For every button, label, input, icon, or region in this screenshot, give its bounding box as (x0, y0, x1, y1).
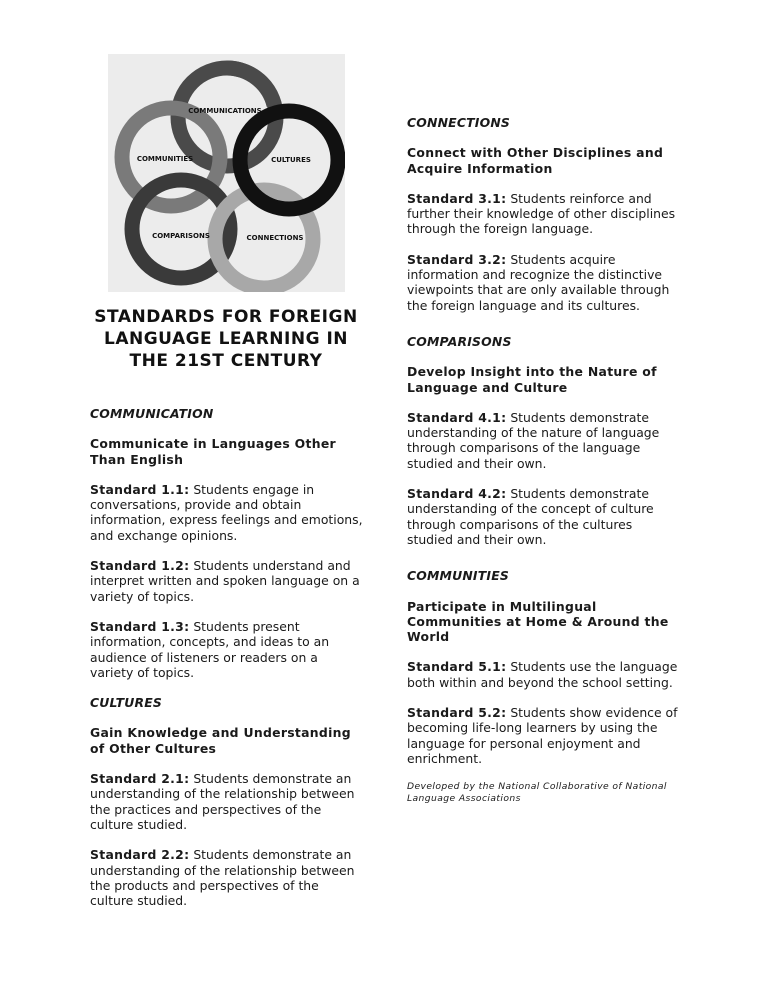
section-connections (407, 115, 679, 313)
standard-label: Standard 1.1: (90, 481, 190, 497)
standard-4-2 (407, 486, 679, 547)
credit-note: Developed by the National Collaborative of National Language Associations (407, 781, 667, 805)
standard-label: Standard 3.1: (407, 190, 507, 206)
standard-2-2 (90, 847, 365, 908)
label-cultures: CULTURES (271, 156, 311, 164)
standard-label: Standard 1.3: (90, 618, 190, 634)
five-rings-logo (108, 54, 345, 292)
standard-3-1 (407, 191, 679, 237)
standard-text: Students demonstrate understanding of the concept of culture through comparisons of the cultures studied and their own. (407, 486, 654, 547)
page-title: STANDARDS FOR FOREIGN LANGUAGE LEARNING IN THE 21ST CENTURY (94, 307, 358, 371)
standard-label: Standard 5.2: (407, 705, 507, 721)
standard-4-1 (407, 410, 679, 471)
standard-label: Standard 2.1: (90, 771, 190, 787)
standard-2-1 (90, 771, 365, 832)
section-comparisons (407, 334, 679, 547)
label-connections: CONNECTIONS (246, 234, 304, 242)
standard-label: Standard 4.2: (407, 486, 507, 502)
standard-text: Students understand and interpret written and spoken language on a variety of topics. (90, 558, 360, 604)
section-heading: CONNECTIONS (407, 115, 511, 130)
section-heading: COMPARISONS (407, 333, 512, 349)
label-communities: COMMUNITIES (136, 155, 194, 163)
goal-heading: Connect with Other Disciplines and Acquire Information (407, 145, 664, 176)
standard-text: Students reinforce and further their knowledge of other disciplines through the foreign language. (407, 190, 676, 237)
standard-5-2 (407, 705, 679, 766)
section-cultures (90, 695, 365, 908)
standard-3-2 (407, 252, 679, 313)
section-heading: CULTURES (90, 695, 163, 711)
standard-label: Standard 4.1: (407, 409, 507, 425)
standard-text: Students demonstrate an understanding of the relationship between the practices and perspectives of the culture studied. (90, 771, 355, 832)
standard-1-1 (90, 482, 365, 543)
goal-heading: Participate in Multilingual Communities at Home & Around the World (407, 598, 669, 645)
standard-text: Students demonstrate an understanding of the relationship between the products and perspectives of the culture studied. (90, 847, 355, 909)
section-communities (407, 568, 679, 766)
standard-text: Students engage in conversations, provide and obtain information, express feelings and emotions, and exchange opinions. (90, 481, 363, 543)
right-column (407, 115, 679, 805)
section-communication (90, 406, 365, 680)
standard-text: Students show evidence of becoming life-long learners by using the language for personal enjoyment and enrichment. (407, 705, 678, 766)
standard-text: Students demonstrate understanding of the nature of language through comparisons of the language studied and their own. (407, 409, 660, 471)
standard-label: Standard 3.2: (407, 251, 507, 267)
standard-label: Standard 1.2: (90, 558, 190, 574)
rings-graphic (108, 54, 345, 292)
goal-heading: Develop Insight into the Nature of Language and Culture (407, 364, 657, 395)
standard-text: Students use the language both within and beyond the school setting. (407, 659, 678, 690)
section-heading: COMMUNICATION (90, 406, 214, 421)
standard-5-1 (407, 659, 679, 690)
section-heading: COMMUNITIES (407, 568, 509, 584)
standard-1-2 (90, 558, 365, 604)
goal-heading: Gain Knowledge and Understanding of Other Cultures (90, 725, 351, 756)
left-column (90, 406, 365, 923)
standard-label: Standard 2.2: (90, 847, 190, 863)
label-communications: COMMUNICATIONS (188, 107, 262, 115)
standard-1-3 (90, 619, 365, 680)
label-comparisons: COMPARISONS (152, 232, 210, 240)
goal-heading: Communicate in Languages Other Than English (90, 436, 336, 467)
standard-label: Standard 5.1: (407, 659, 507, 675)
standard-text: Students present information, concepts, and ideas to an audience of listeners or readers on a variety of topics. (90, 618, 330, 680)
standard-text: Students acquire information and recognize the distinctive viewpoints that are only available through the foreign language and its cultures. (407, 251, 670, 313)
